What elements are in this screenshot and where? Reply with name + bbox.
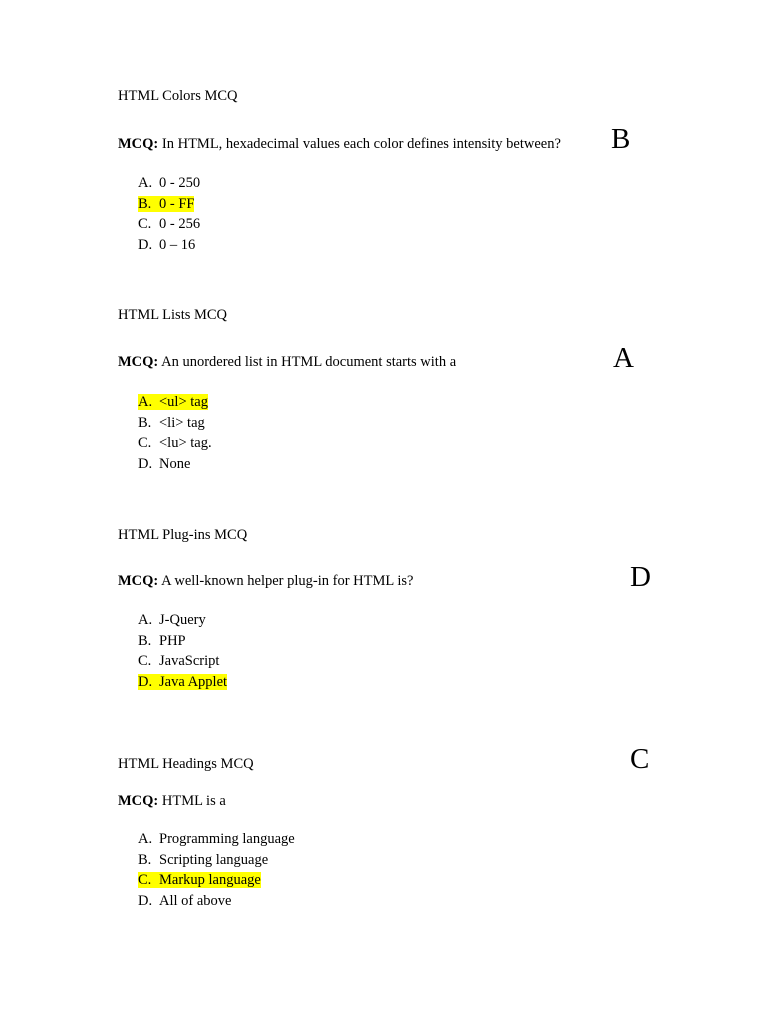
option-letter: C. bbox=[138, 216, 152, 232]
option-letter: B. bbox=[138, 195, 152, 212]
answer-key: D bbox=[630, 561, 651, 593]
section-title: HTML Colors MCQ bbox=[118, 88, 238, 104]
question-text: An unordered list in HTML document starts with a bbox=[161, 354, 457, 370]
option-letter: C. bbox=[138, 435, 152, 451]
option-letter: B. bbox=[138, 414, 152, 431]
option-letter: A. bbox=[138, 612, 153, 628]
option-item bbox=[138, 631, 227, 652]
option-text: None bbox=[159, 455, 191, 472]
option-text: JavaScript bbox=[159, 653, 220, 669]
question bbox=[118, 792, 226, 810]
option-item-correct bbox=[138, 194, 200, 215]
option-item bbox=[138, 829, 295, 850]
option-letter: A. bbox=[138, 175, 153, 191]
option-item bbox=[138, 433, 212, 454]
answer-key: A bbox=[613, 342, 634, 374]
question bbox=[118, 135, 561, 153]
question bbox=[118, 353, 456, 371]
option-letter: C. bbox=[138, 653, 152, 669]
option-text: <ul> tag bbox=[159, 394, 208, 410]
option-item bbox=[138, 173, 200, 194]
option-item-correct bbox=[138, 392, 212, 413]
question-text: A well-known helper plug-in for HTML is? bbox=[161, 573, 414, 589]
option-text: <li> tag bbox=[159, 414, 205, 431]
mcq-label: MCQ: bbox=[118, 793, 159, 809]
option-item bbox=[138, 454, 212, 475]
option-item bbox=[138, 610, 227, 631]
answer-key: C bbox=[630, 743, 650, 775]
option-letter: A. bbox=[138, 394, 153, 410]
option-list bbox=[138, 829, 295, 911]
option-text: All of above bbox=[159, 892, 232, 909]
mcq-label: MCQ: bbox=[118, 573, 159, 589]
option-item bbox=[138, 235, 200, 256]
option-text: Scripting language bbox=[159, 851, 269, 868]
mcq-label: MCQ: bbox=[118, 354, 159, 370]
section-title: HTML Lists MCQ bbox=[118, 307, 228, 323]
option-letter: A. bbox=[138, 831, 153, 847]
option-item bbox=[138, 651, 227, 672]
option-letter: C. bbox=[138, 872, 152, 888]
option-text: 0 - 250 bbox=[159, 175, 201, 191]
mcq-label: MCQ: bbox=[118, 136, 159, 152]
option-list bbox=[138, 610, 227, 692]
question-text: In HTML, hexadecimal values each color defines intensity between? bbox=[161, 136, 561, 152]
option-letter: D. bbox=[138, 455, 153, 472]
option-item bbox=[138, 891, 295, 912]
option-item-correct bbox=[138, 672, 227, 693]
question-text: HTML is a bbox=[161, 793, 226, 809]
option-text: 0 – 16 bbox=[159, 236, 196, 253]
option-letter: B. bbox=[138, 632, 152, 649]
option-text: PHP bbox=[159, 632, 186, 649]
section-title: HTML Headings MCQ bbox=[118, 756, 254, 772]
section-title: HTML Plug-ins MCQ bbox=[118, 527, 248, 543]
option-item bbox=[138, 214, 200, 235]
option-text: <lu> tag. bbox=[159, 435, 212, 451]
option-letter: D. bbox=[138, 892, 153, 909]
option-item bbox=[138, 850, 295, 871]
option-text: Java Applet bbox=[159, 673, 228, 690]
option-item bbox=[138, 413, 212, 434]
option-item-correct bbox=[138, 870, 295, 891]
option-text: Markup language bbox=[159, 872, 261, 888]
option-text: 0 - 256 bbox=[159, 216, 201, 232]
option-letter: D. bbox=[138, 673, 153, 690]
answer-key: B bbox=[611, 123, 631, 155]
option-list bbox=[138, 173, 200, 255]
option-text: J-Query bbox=[159, 612, 206, 628]
option-list bbox=[138, 392, 212, 474]
question bbox=[118, 572, 413, 590]
option-text: Programming language bbox=[159, 831, 295, 847]
option-text: 0 - FF bbox=[159, 195, 195, 212]
option-letter: D. bbox=[138, 236, 153, 253]
option-letter: B. bbox=[138, 851, 152, 868]
